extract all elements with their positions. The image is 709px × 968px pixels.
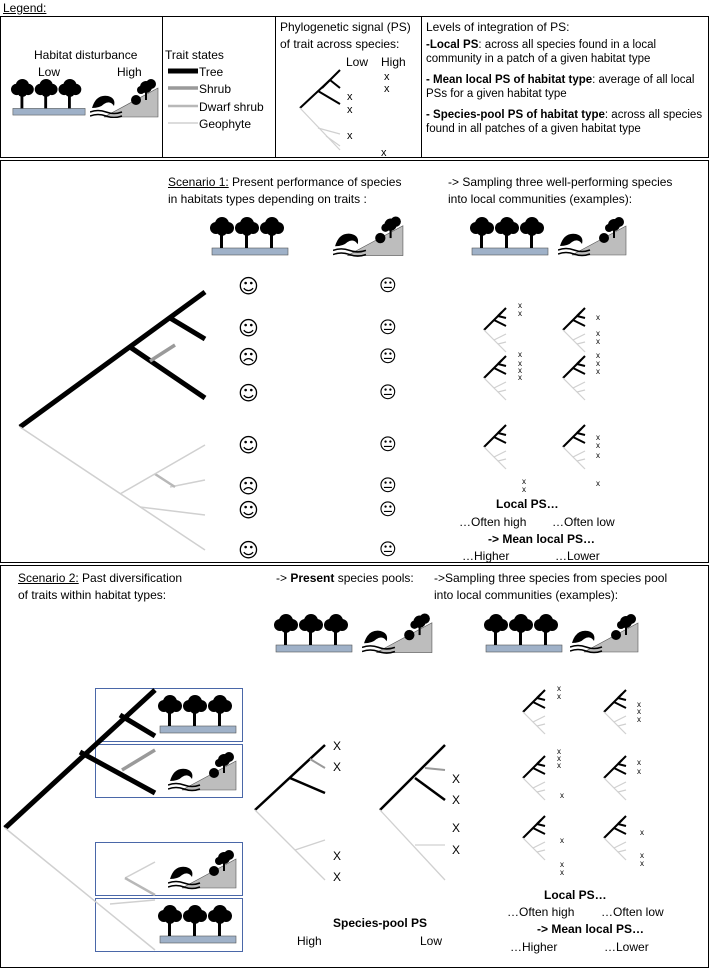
s1-sample-mark-0: x: [518, 301, 522, 310]
s1-sample-tree-l2-stem-bottom: [484, 447, 506, 469]
scenario1-title-line2: in habitats types depending on traits :: [168, 192, 367, 206]
s1-sample-mark-r8: x: [596, 451, 600, 460]
s1-mean-local-ps: -> Mean local PS…: [488, 532, 596, 546]
s2-pool-high-x2: X: [333, 760, 342, 774]
s1-higher: …Higher: [462, 549, 510, 563]
neutral-face-icon: 😐: [379, 476, 397, 496]
s2-sample-tree-r1-branch-a: [614, 768, 626, 774]
s2-sample-mark-l3: x: [557, 754, 561, 763]
ps-title-line2: of trait across species:: [280, 37, 400, 51]
s2-sample-forest-icon: [484, 614, 562, 652]
s1-sample-tree-l1-branch-b: [498, 356, 506, 364]
s2-species-pool-ps: Species-pool PS: [333, 916, 428, 930]
s1-forest-icon: [210, 217, 288, 255]
sad-face-icon: ☹: [238, 474, 259, 498]
s2-tree-trunk: [5, 690, 155, 828]
s1-sample-tree-r1-branch-e: [577, 390, 585, 392]
s1-tree-geo-b3: [155, 474, 175, 487]
s2-sample-tree-l0-branch-c: [537, 698, 545, 700]
happy-face-icon: ☺: [238, 538, 259, 562]
s1-sample-tree-r0-branch-e: [577, 342, 585, 344]
legend-title: Legend:: [3, 1, 47, 15]
legend-ps-low-x1: x: [347, 91, 353, 103]
neutral-face-icon: 😐: [379, 540, 397, 560]
s2-sample-tree-r0-branch-b: [618, 690, 626, 698]
ps-low-label: Low: [346, 55, 369, 69]
s1-often-low: …Often low: [552, 515, 615, 529]
s2-sample-tree-r2-branch-c: [618, 824, 626, 826]
s2-often-high: …Often high: [507, 905, 575, 919]
s2-tree-geo-b3: [125, 878, 155, 895]
s2-sample-tree-r1-branch-e: [618, 790, 626, 792]
s1-sample-tree-l2-branch-b: [498, 425, 506, 433]
s2-sample-tree-l2-branch-a: [533, 828, 545, 834]
s2-sample-tree-l0-branch-a: [533, 702, 545, 708]
s2-sample-tree-l0-stem-bottom: [523, 712, 545, 734]
s1-sample-mark-r6: x: [596, 433, 600, 442]
scenario2-label: Scenario 2:: [18, 571, 79, 585]
s1-sample-tree-l0-branch-b: [498, 308, 506, 316]
s2-sample-tree-l0-branch-b: [537, 690, 545, 698]
s2-sample-coast-icon: [570, 614, 638, 653]
s1-sample-mark-7: x: [522, 485, 526, 494]
s2-sample-tree-l2-branch-d: [533, 842, 545, 848]
s2-sample-mark-r4: x: [637, 767, 641, 776]
s2-box-forest-icon-top: [158, 695, 236, 733]
s2-local-ps: Local PS…: [544, 888, 607, 902]
disturbance-low-label: Low: [38, 65, 61, 79]
s2-tree-b3: [122, 750, 155, 770]
s2-tree-b1: [120, 715, 155, 736]
s1-tree-b3: [150, 345, 175, 361]
happy-face-icon: ☺: [238, 381, 259, 405]
s1-tree-b1: [170, 318, 205, 339]
neutral-face-icon: 😐: [379, 500, 397, 520]
scenario2-sampling-line2: into local communities (examples):: [434, 588, 619, 602]
happy-face-icon: ☺: [238, 433, 259, 457]
s1-sample-tree-l2-branch-d: [494, 451, 506, 457]
s1-sample-tree-l0-branch-a: [494, 320, 506, 326]
s1-sample-tree-r2-branch-d: [573, 451, 585, 457]
scenario2-pools-rest: species pools:: [334, 571, 414, 585]
s1-sample-tree-r1-branch-d: [573, 382, 585, 388]
s2-pool-high: High: [297, 934, 322, 948]
s1-sample-mark-3: x: [518, 359, 522, 368]
s1-sample-forest-icon: [470, 217, 548, 255]
scenario1-sampling-line1: -> Sampling three well-performing species: [448, 175, 673, 189]
s2-sample-tree-l2-stem-bottom: [523, 838, 545, 860]
s2-pool-high-x1: X: [333, 739, 342, 753]
s2-sample-tree-l2-branch-b: [537, 816, 545, 824]
s2-sample-tree-r1-branch-c: [618, 764, 626, 766]
s2-sample-tree-r2-branch-d: [614, 842, 626, 848]
s1-sample-tree-r1-branch-b: [577, 356, 585, 364]
s1-sample-tree-l0-stem-bottom: [484, 330, 506, 352]
s2-lower: …Lower: [604, 940, 649, 954]
disturbance-high-label: High: [117, 65, 142, 79]
s1-coast-icon: [333, 216, 403, 256]
s1-sample-tree-l2-branch-a: [494, 437, 506, 443]
s2-pool-low-b2: [425, 768, 445, 770]
s1-sample-tree-r1-branch-a: [573, 368, 585, 374]
legend-ps-tree-b5: [326, 136, 340, 146]
s1-sample-mark-5: x: [518, 373, 522, 382]
s2-sample-tree-r2-stem-bottom: [604, 838, 626, 860]
s2-higher: …Higher: [510, 940, 558, 954]
s1-tree-b2: [130, 347, 205, 398]
s2-sample-tree-r1-stem-bottom: [604, 778, 626, 800]
level-pool-ps-term: - Species-pool PS of habitat type: [426, 109, 605, 121]
s1-sample-mark-4: x: [518, 366, 522, 375]
scenario2-pools-prefix: ->: [276, 571, 291, 585]
scenario2-title-line2: of traits within habitat types:: [18, 588, 167, 602]
s2-sample-tree-r1-branch-d: [614, 782, 626, 788]
s1-sample-tree-l1-branch-e: [498, 390, 506, 392]
scenario1-title-rest: Present performance of species: [228, 175, 402, 189]
s2-sample-tree-l1-branch-d: [533, 782, 545, 788]
s2-sample-tree-r1-branch-b: [618, 756, 626, 764]
s2-box-forest-icon-bottom: [158, 905, 236, 943]
s1-sample-tree-l1-branch-c: [498, 364, 506, 366]
s2-pool-high-x4: X: [333, 870, 342, 884]
s1-sample-tree-r2-branch-e: [577, 459, 585, 461]
legend-ps-low-x2: x: [347, 104, 353, 116]
s2-pool-low-x2: X: [452, 793, 461, 807]
trait-shrub-label: Shrub: [199, 82, 232, 96]
s2-sample-mark-r1: x: [637, 707, 641, 716]
habitat-disturbance-label: Habitat disturbance: [34, 48, 138, 62]
s1-sample-tree-r1-stem-bottom: [563, 378, 585, 400]
s1-sample-tree-l1-branch-a: [494, 368, 506, 374]
neutral-face-icon: 😐: [379, 347, 397, 367]
happy-face-icon: ☺: [238, 316, 259, 340]
s2-pool-low-stem: [380, 745, 445, 810]
legend-ps-low-x3: x: [347, 130, 353, 142]
legend-ps-tree-b3: [330, 80, 340, 88]
s1-sample-tree-r2-branch-a: [573, 437, 585, 443]
neutral-face-icon: 😐: [379, 318, 397, 338]
s1-sample-tree-r0-branch-a: [573, 320, 585, 326]
s2-sample-tree-l0-branch-e: [537, 724, 545, 726]
s2-pool-high-b2: [310, 759, 325, 768]
s2-sample-tree-r0-stem-bottom: [604, 712, 626, 734]
s2-sample-tree-r0-branch-c: [618, 698, 626, 700]
levels-title: Levels of integration of PS:: [426, 20, 570, 34]
s2-sample-mark-r6: x: [640, 851, 644, 860]
legend-coast-icon: [90, 79, 158, 118]
s2-sample-tree-r0-branch-a: [614, 702, 626, 708]
s1-tree-geo-b4: [120, 445, 205, 494]
level-local-ps-term: -Local PS: [426, 39, 479, 51]
s1-sample-coast-icon: [558, 217, 626, 256]
s1-sample-tree-l0-branch-e: [498, 342, 506, 344]
s1-sample-mark-r9: x: [596, 479, 600, 488]
s1-sample-tree-r2-stem-bottom: [563, 447, 585, 469]
s1-sample-mark-2: x: [518, 350, 522, 359]
s1-tree-geo-trunk: [20, 427, 205, 550]
s1-lower: …Lower: [555, 549, 600, 563]
s2-sample-mark-l1: x: [557, 692, 561, 701]
level-pool-ps-desc: : across all species found in all patches of a given habitat type: [426, 109, 703, 135]
s1-sample-tree-r0-branch-d: [573, 334, 585, 340]
s1-sample-mark-r4: x: [596, 359, 600, 368]
happy-face-icon: ☺: [238, 498, 259, 522]
ps-title-line1: Phylogenetic signal (PS): [280, 20, 411, 34]
neutral-face-icon: 😐: [379, 435, 397, 455]
level-local-ps-desc: : across all species found in a local community in a patch of a given habitat type: [426, 39, 657, 65]
neutral-face-icon: 😐: [379, 383, 397, 403]
s2-sample-tree-l2-branch-c: [537, 824, 545, 826]
s2-sample-tree-l0-branch-d: [533, 716, 545, 722]
s1-tree-trunk: [20, 292, 205, 427]
level-mean-ps-desc: : average of all local PSs for a given habitat type: [426, 74, 695, 100]
s2-pool-high-b3: [295, 840, 325, 850]
s2-tree-geo-b2: [125, 862, 155, 878]
s2-sample-mark-r7: x: [640, 859, 644, 868]
s2-sample-mark-l2: x: [557, 747, 561, 756]
s2-sample-mark-l0: x: [557, 684, 561, 693]
s1-sample-mark-r7: x: [596, 441, 600, 450]
s1-sample-tree-r1-branch-c: [577, 364, 585, 366]
s1-sample-mark-r1: x: [596, 329, 600, 338]
level-mean-ps-term: - Mean local PS of habitat type: [426, 74, 593, 86]
sad-face-icon: ☹: [238, 345, 259, 369]
s1-sample-mark-6: x: [522, 477, 526, 486]
s2-sample-tree-l1-branch-b: [537, 756, 545, 764]
s1-sample-mark-r5: x: [596, 367, 600, 376]
s2-sample-tree-r2-branch-a: [614, 828, 626, 834]
s2-sample-mark-l4: x: [557, 761, 561, 770]
scenario2-title-rest: Past diversification: [78, 571, 183, 585]
s2-pool-low-x3: X: [452, 821, 461, 835]
s2-tree-geo-b1: [110, 900, 155, 904]
trait-tree-label: Tree: [199, 65, 224, 79]
s2-often-low: …Often low: [601, 905, 664, 919]
s2-pool-high-x3: X: [333, 849, 342, 863]
scenario2-pools-present: Present: [290, 571, 335, 585]
s2-pool-high-stem2: [255, 810, 325, 880]
s1-sample-mark-r2: x: [596, 337, 600, 346]
scenario1-label: Scenario 1:: [168, 175, 229, 189]
s2-sample-tree-r0-branch-d: [614, 716, 626, 722]
s2-sample-mark-r2: x: [637, 715, 641, 724]
s2-sample-tree-l1-branch-c: [537, 764, 545, 766]
happy-face-icon: ☺: [238, 274, 259, 298]
s2-box-coast-icon-top: [168, 752, 236, 791]
s1-sample-tree-r0-branch-c: [577, 316, 585, 318]
s2-sample-mark-r5: x: [640, 828, 644, 837]
s2-box-coast-icon-bottom: [168, 850, 236, 889]
s1-sample-tree-l2-branch-c: [498, 433, 506, 435]
legend-ps-tree-b1: [318, 91, 340, 104]
s1-sample-tree-r2-branch-c: [577, 433, 585, 435]
s1-sample-tree-r0-stem-bottom: [563, 330, 585, 352]
s2-sample-mark-l5: x: [560, 791, 564, 800]
s2-sample-tree-r2-branch-e: [618, 850, 626, 852]
s2-pool-coast-icon: [362, 613, 432, 653]
trait-states-title: Trait states: [165, 48, 224, 62]
s2-pool-forest-icon: [274, 614, 352, 652]
s2-sample-mark-r3: x: [637, 758, 641, 767]
legend-ps-high-x1: x: [384, 71, 390, 83]
s1-sample-mark-r3: x: [596, 351, 600, 360]
s2-tree-geo-trunk: [5, 828, 155, 950]
s1-sample-tree-l2-branch-e: [498, 459, 506, 461]
s2-pool-low-x4: X: [452, 843, 461, 857]
s2-sample-tree-l1-stem-bottom: [523, 778, 545, 800]
legend-ps-high-x2: x: [384, 83, 390, 95]
s2-sample-tree-r0-branch-e: [618, 724, 626, 726]
s2-pool-low: Low: [420, 934, 443, 948]
s2-pool-high-b1: [290, 778, 325, 793]
s2-sample-mark-l6: x: [560, 836, 564, 845]
s1-sample-tree-r2-branch-b: [577, 425, 585, 433]
legend-ps-high-x3: x: [381, 147, 387, 159]
s2-sample-mark-l7: x: [560, 860, 564, 869]
s2-sample-tree-r2-branch-b: [618, 816, 626, 824]
neutral-face-icon: 😐: [379, 276, 397, 296]
s1-sample-tree-l1-branch-d: [494, 382, 506, 388]
s2-sample-tree-l1-branch-e: [537, 790, 545, 792]
s1-sample-tree-l1-stem-bottom: [484, 378, 506, 400]
s2-pool-low-b1: [415, 778, 445, 800]
ps-high-label: High: [381, 55, 406, 69]
s2-pool-low-x1: X: [452, 772, 461, 786]
s1-sample-tree-l0-branch-d: [494, 334, 506, 340]
s2-pool-high-stem: [255, 745, 325, 810]
s2-mean-local-ps: -> Mean local PS…: [537, 922, 645, 936]
scenario2-sampling-line1: ->Sampling three species from species pool: [434, 571, 668, 585]
s2-sample-tree-l2-branch-e: [537, 850, 545, 852]
s2-sample-mark-l8: x: [560, 868, 564, 877]
trait-geophyte-label: Geophyte: [199, 117, 252, 131]
s1-sample-tree-l0-branch-c: [498, 316, 506, 318]
trait-dwarf-shrub-label: Dwarf shrub: [199, 100, 264, 114]
s1-often-high: …Often high: [459, 515, 527, 529]
s2-sample-mark-r0: x: [637, 700, 641, 709]
s1-sample-mark-r0: x: [596, 313, 600, 322]
s1-sample-mark-1: x: [518, 309, 522, 318]
s1-local-ps: Local PS…: [496, 497, 559, 511]
s1-sample-tree-r0-branch-b: [577, 308, 585, 316]
scenario1-sampling-line2: into local communities (examples):: [448, 192, 633, 206]
legend-forest-icon: [11, 79, 85, 115]
s2-sample-tree-l1-branch-a: [533, 768, 545, 774]
